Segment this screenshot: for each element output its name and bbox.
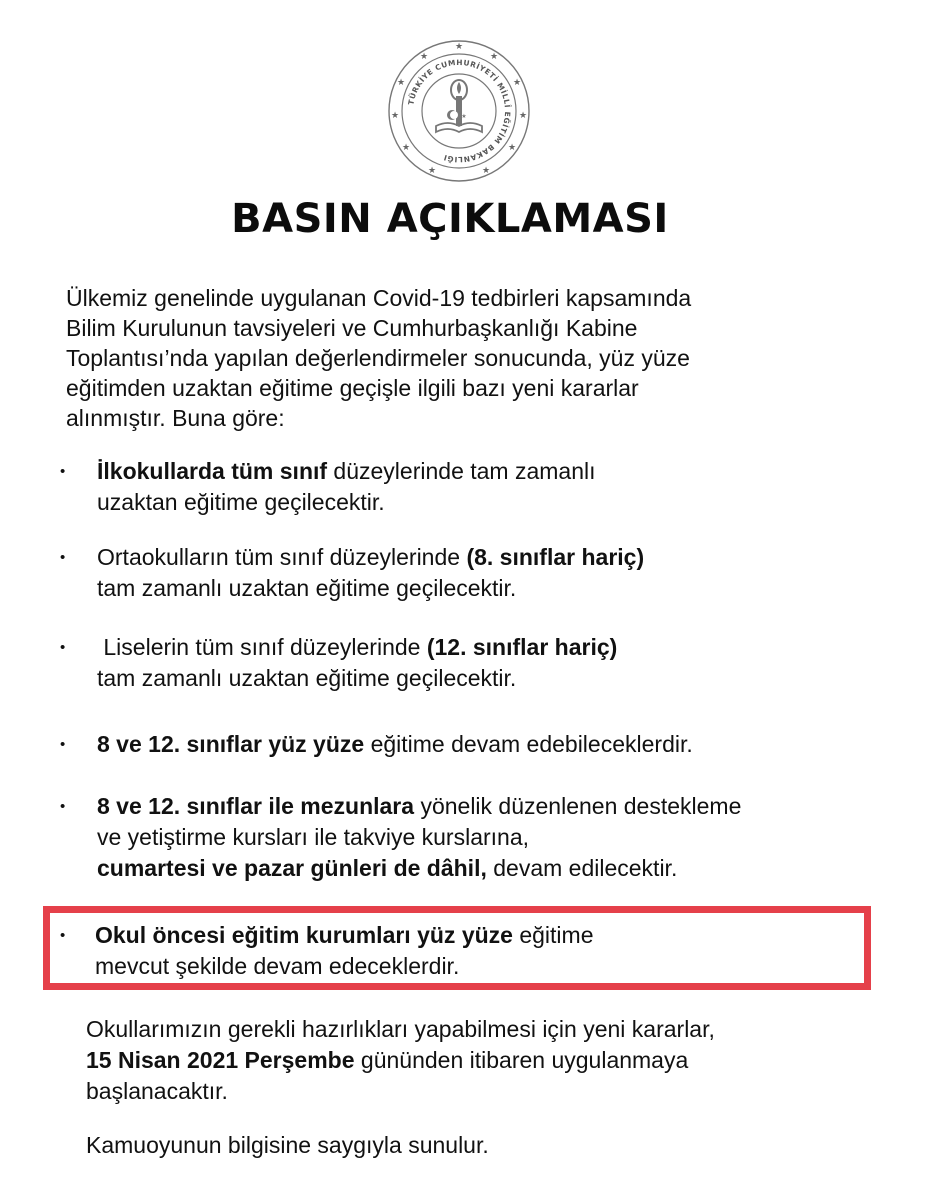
- svg-text:★: ★: [507, 142, 517, 152]
- svg-text:★: ★: [427, 165, 437, 175]
- bullet-emphasis: 8 ve 12. sınıflar yüz yüze: [97, 731, 365, 757]
- bullet-dot-icon: •: [60, 549, 66, 566]
- list-item: [60, 632, 880, 694]
- bullet-text: düzeylerinde tam zamanlı: [327, 458, 596, 484]
- intro-line: Toplantısı’nda yapılan değerlendirmeler sonucunda, yüz yüze: [66, 345, 690, 371]
- svg-text:★: ★: [419, 51, 429, 61]
- bullet-emphasis: (12. sınıflar hariç): [426, 634, 618, 660]
- list-item-highlighted: [60, 920, 880, 982]
- bullet-dot-icon: •: [60, 639, 66, 656]
- list-item: [60, 456, 880, 518]
- bullet-text: Ortaokulların tüm sınıf düzeylerinde: [97, 544, 467, 570]
- list-item: [60, 791, 880, 884]
- bullet-dot-icon: •: [60, 927, 66, 944]
- svg-text:★: ★: [390, 110, 400, 120]
- list-item: [60, 542, 880, 604]
- page-title: BASIN AÇIKLAMASI: [231, 196, 669, 242]
- svg-text:★: ★: [481, 165, 491, 175]
- svg-text:★: ★: [396, 77, 406, 87]
- intro-line: Bilim Kurulunun tavsiyeleri ve Cumhurbaşkanlığı Kabine: [66, 315, 638, 341]
- closing-line: başlanacaktır.: [86, 1078, 228, 1104]
- intro-line: Ülkemiz genelinde uygulanan Covid-19 tedbirleri kapsamında: [66, 285, 692, 311]
- bullet-emphasis: cumartesi ve pazar günleri de dâhil,: [97, 855, 487, 881]
- bullet-emphasis: İlkokullarda tüm sınıf: [97, 458, 328, 484]
- svg-text:★: ★: [461, 114, 467, 120]
- ministry-seal-logo: [386, 38, 532, 184]
- intro-paragraph: [66, 283, 866, 433]
- list-item: [60, 729, 880, 760]
- date-emphasis: 15 Nisan 2021 Perşembe: [86, 1047, 355, 1073]
- bullet-dot-icon: •: [60, 798, 66, 815]
- bullet-text: eğitime devam edebileceklerdir.: [364, 731, 693, 757]
- intro-line: alınmıştır. Buna göre:: [66, 405, 285, 431]
- intro-line: eğitimden uzaktan eğitime geçişle ilgili bazı yeni kararlar: [66, 375, 639, 401]
- bullet-text: tam zamanlı uzaktan eğitime geçilecektir.: [97, 665, 517, 691]
- bullet-text: devam edilecektir.: [486, 855, 678, 881]
- bullet-emphasis: 8 ve 12. sınıflar ile mezunlara: [97, 793, 415, 819]
- final-statement: Kamuoyunun bilgisine saygıyla sunulur.: [86, 1132, 489, 1158]
- svg-text:★: ★: [454, 41, 464, 51]
- bullet-text: eğitime: [512, 922, 594, 948]
- closing-line: Okullarımızın gerekli hazırlıkları yapabilmesi için yeni kararlar,: [86, 1016, 715, 1042]
- svg-text:★: ★: [512, 77, 522, 87]
- bullet-emphasis: (8. sınıflar hariç): [466, 544, 645, 570]
- bullet-text: mevcut şekilde devam edeceklerdir.: [95, 953, 460, 979]
- bullet-text: uzaktan eğitime geçilecektir.: [97, 489, 385, 515]
- bullet-text: Liselerin tüm sınıf düzeylerinde: [97, 634, 427, 660]
- svg-text:★: ★: [489, 51, 499, 61]
- bullet-emphasis: Okul öncesi eğitim kurumları yüz yüze: [95, 922, 513, 948]
- svg-text:★: ★: [401, 142, 411, 152]
- svg-text:★: ★: [518, 110, 528, 120]
- bullet-text: tam zamanlı uzaktan eğitime geçilecektir.: [97, 575, 517, 601]
- bullet-text: ve yetiştirme kursları ile takviye kurslarına,: [97, 824, 530, 850]
- closing-paragraph: [86, 1014, 886, 1107]
- bullet-dot-icon: •: [60, 463, 66, 480]
- bullet-dot-icon: •: [60, 736, 66, 753]
- bullet-text: yönelik düzenlenen destekleme: [414, 793, 742, 819]
- seal-ring-text: TÜRKİYE CUMHURİYETİ MİLLÎ EĞİTİM BAKANLIĞI: [406, 57, 513, 165]
- closing-line: gününden itibaren uygulanmaya: [354, 1047, 689, 1073]
